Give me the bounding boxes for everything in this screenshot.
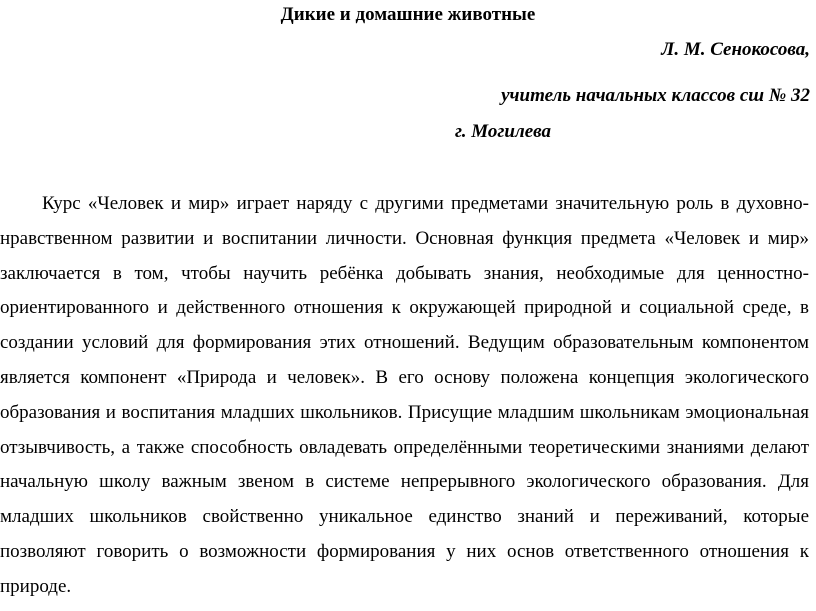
document-title: Дикие и домашние животные bbox=[280, 4, 536, 25]
body-paragraph: Курс «Человек и мир» играет наряду с другими предметами значительную роль в духовно-нравственном развитии и воспитании личности. Основная функция предмета «Человек и мир» заключается в том, чтобы научить ребёнка добывать знания, необходимые для ценностно-ориентированного и действенного отношения к окружающей природной и социальной среде, в создании условий для формирования этих отношений. Ведущим образовательным компонентом является компонент «Природа и человек». В его основу положена концепция экологического образования и воспитания младших школьников. Присущие младшим школьникам эмоциональная отзывчивость, а также способность овладевать определёнными теоретическими знаниями делают начальную школу важным звеном в системе непрерывного экологического образования. Для младших школьников свойственно уникальное единство знаний и переживаний, которые позволяют говорить о возможности формирования у них основ ответственного отношения к природе. bbox=[0, 193, 809, 597]
author-city: г. Могилева bbox=[454, 121, 551, 142]
author-position: учитель начальных классов сш № 32 bbox=[501, 85, 810, 106]
author-name: Л. М. Сенокосова, bbox=[661, 39, 810, 60]
